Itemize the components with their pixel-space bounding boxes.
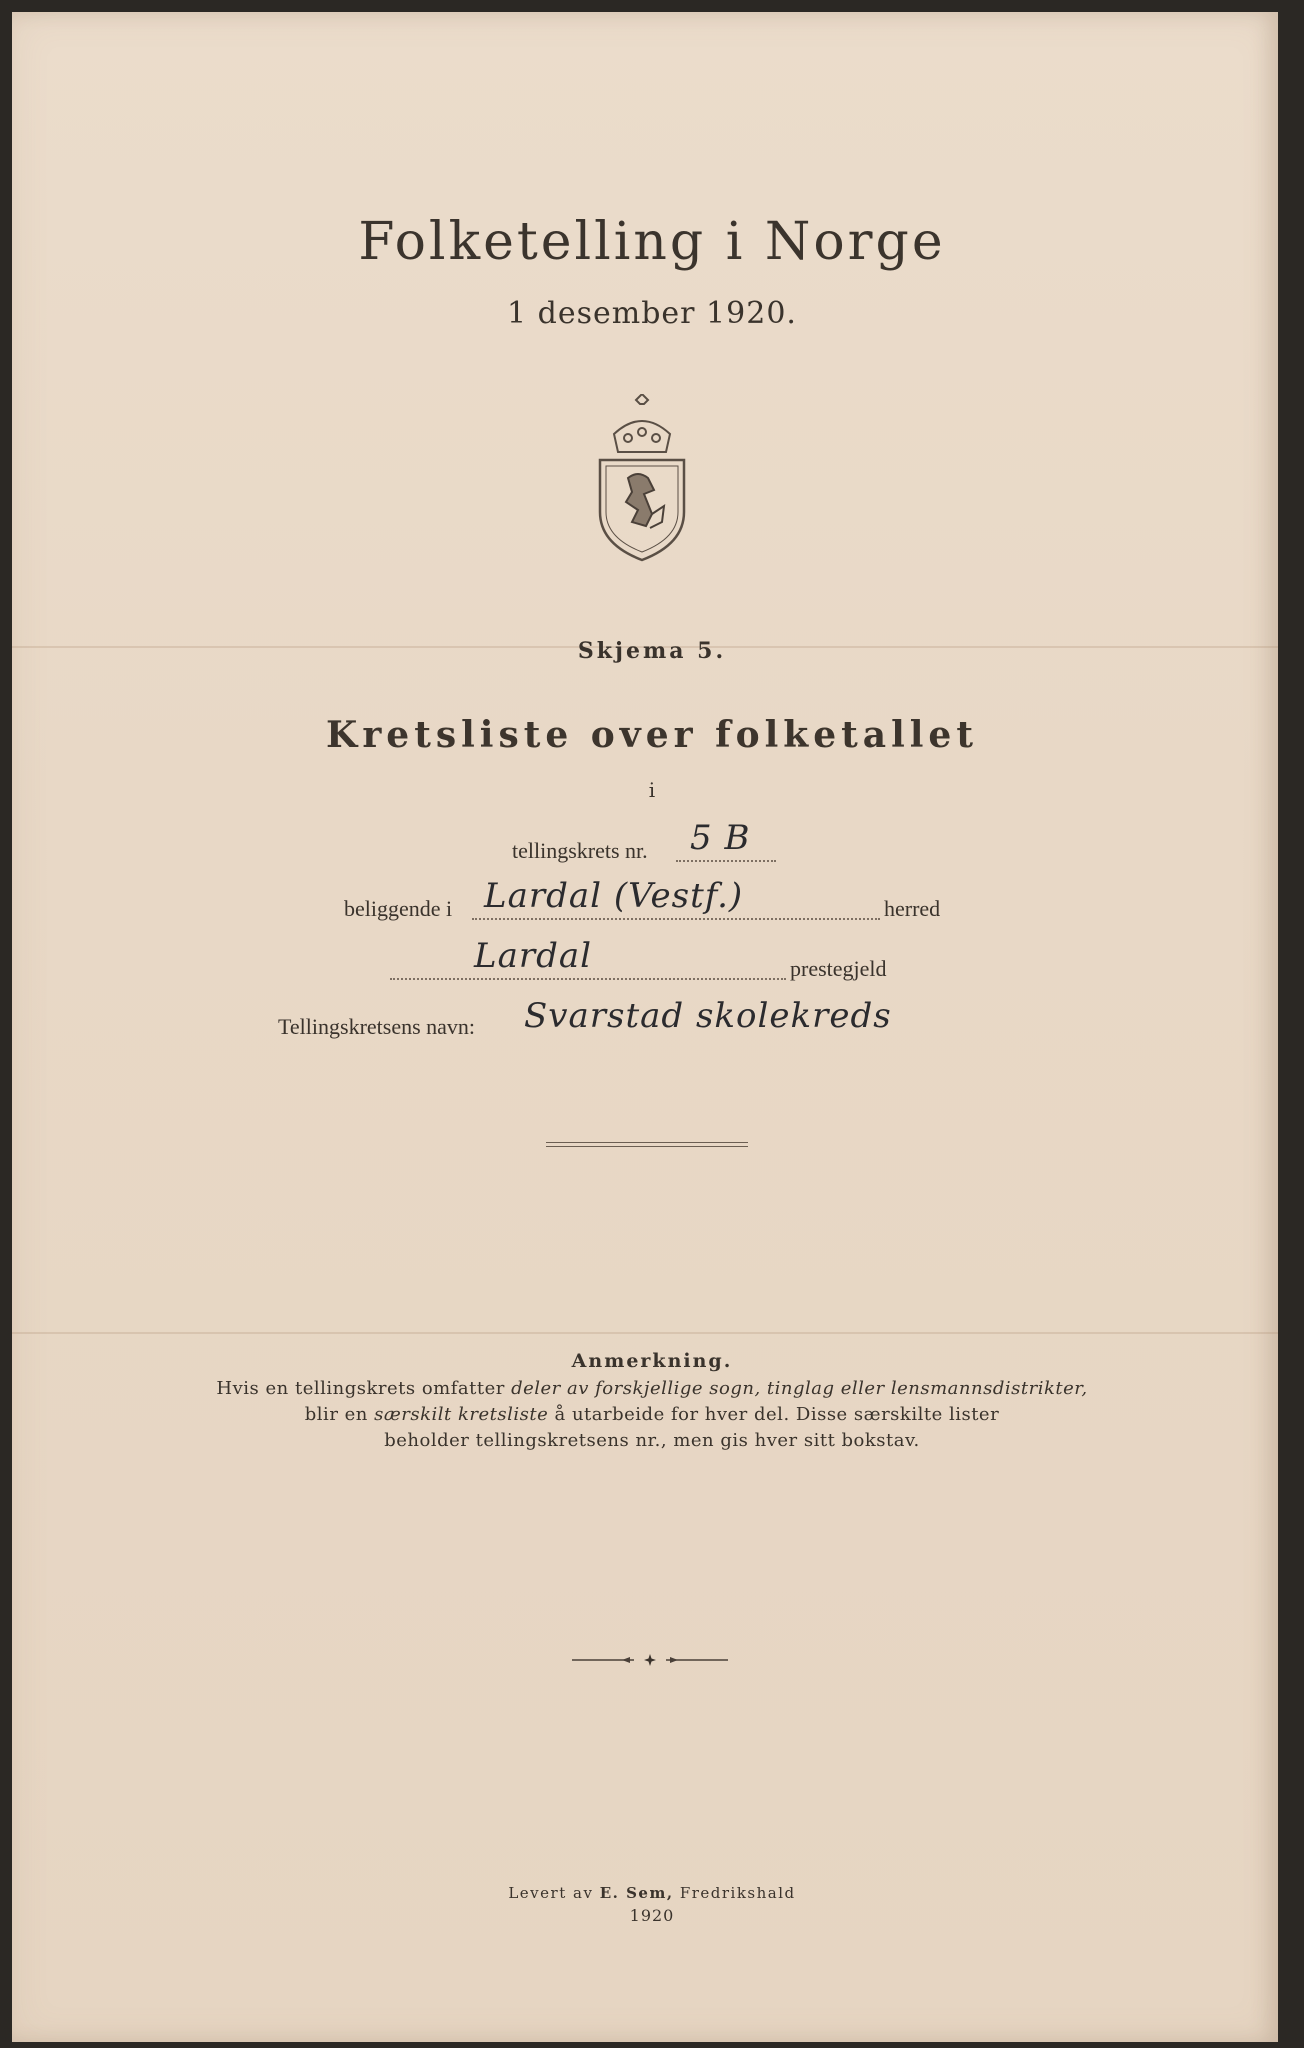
remark-line-3: beholder tellingskretsens nr., men gis hver sitt bokstav. <box>384 1430 920 1451</box>
print-year: 1920 <box>629 1906 675 1925</box>
remark-text: Hvis en tellingskrets omfatter <box>216 1378 512 1399</box>
located-label: beliggende i <box>344 896 453 921</box>
district-name-value: Svarstad skolekreds <box>524 996 892 1036</box>
separator-rule <box>546 1146 748 1147</box>
separator-rule <box>546 1142 748 1143</box>
remark-line-2 <box>0 1402 1304 1428</box>
census-date: 1 desember 1920. <box>507 296 797 331</box>
divider-ornament-icon <box>572 1652 728 1668</box>
printer-name: E. Sem, <box>599 1884 674 1902</box>
district-number-dotted-line <box>676 860 776 862</box>
remark-emphasis: deler av forskjellige sogn, tinglag eller lensmannsdistrikter, <box>511 1378 1088 1399</box>
printer-prefix: Levert av <box>508 1884 600 1902</box>
district-number-value: 5 B <box>690 818 751 858</box>
remark-emphasis: særskilt kretsliste <box>374 1404 549 1425</box>
printer-city: Fredrikshald <box>673 1884 796 1902</box>
parish-dotted-line <box>390 978 786 980</box>
remark-text: å utarbeide for hver del. Disse særskilte lister <box>548 1404 1000 1425</box>
district-name-label: Tellingskretsens navn: <box>278 1014 476 1039</box>
remark-line-1 <box>0 1376 1304 1402</box>
form-heading: Kretsliste over folketallet <box>326 714 978 756</box>
parish-label: prestegjeld <box>790 956 887 981</box>
page-title: Folketelling i Norge <box>358 212 946 272</box>
printer-imprint <box>0 1884 1304 1902</box>
municipality-dotted-line <box>472 918 880 920</box>
herred-label: herred <box>884 896 941 921</box>
paper-fold-line <box>12 1332 1278 1334</box>
norwegian-coat-of-arms-icon <box>592 394 692 564</box>
municipality-value: Lardal (Vestf.) <box>484 876 744 916</box>
district-number-label: tellingskrets nr. <box>512 838 648 863</box>
remark-text: blir en <box>304 1404 375 1425</box>
schema-label: Skjema 5. <box>577 638 727 664</box>
parish-value: Lardal <box>474 936 593 976</box>
in-word: i <box>648 778 656 802</box>
remark-title: Anmerkning. <box>571 1350 733 1372</box>
